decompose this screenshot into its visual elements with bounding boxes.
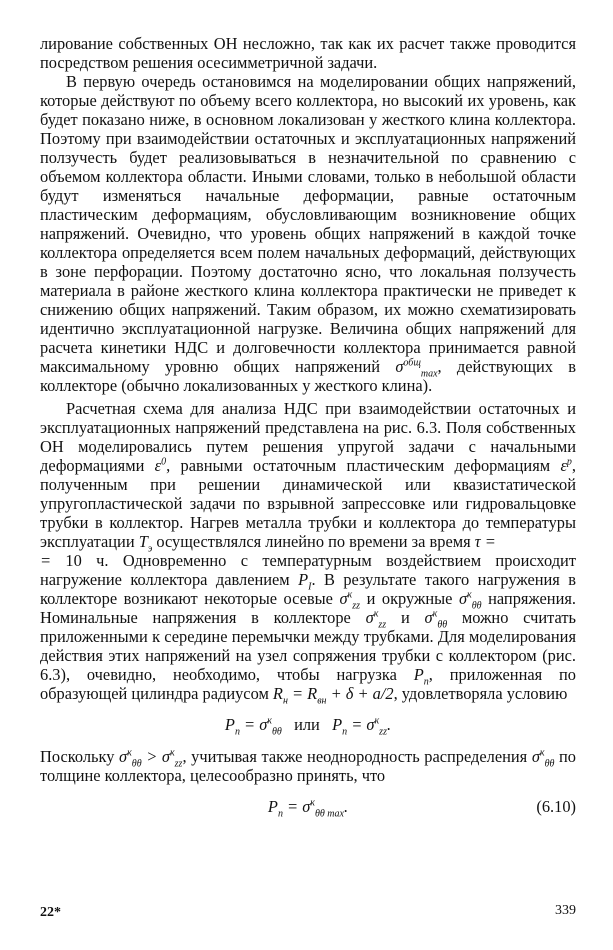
sigma-theta-nominal: $\sigma^к_{\theta\theta}$ <box>424 608 448 631</box>
sigma-theta-distribution: $\sigma^к_{\theta\theta}$ <box>531 747 555 770</box>
pressure-pi: $P_I$ <box>298 570 312 593</box>
temperature-symbol: $T_э$ <box>138 532 153 555</box>
tau-equals: τ = = <box>40 532 496 570</box>
paragraph-general-stresses: В первую очередь остановимся на моделировании общих напряжений, которые действуют по объему всего коллектора, но высокий их уровень, как будет показано ниже, в основном локализован у жесткого клина коллектора. Поэтому при взаимодействии остаточных и эксплуатационных напряжений ползучесть будет реализовываться в незначительной по сравнению с объемом коллектора области. Иными словами, только в небольшой области будут изменяться начальные деформации, равные остаточным пластическим деформациям, обусловливающим возникновение общих напряжений. Очевидно, что уровень общих напряжений в каждой точке коллектора определяется всем полем начальных деформаций, действующих в зоне перфорации. Поэтому достаточно ясно, что локальная ползучесть материала в районе жесткого клина коллектора практически не приведет к снижению общих напряжений. Таким образом, их можно схематизировать идентично эксплуатационной нагрузке. Величина общих напряжений для расчета кинетики НДС и долговечности коллектора принимается равной максимальному уровню общих напряжений $\sigma^{общ}_{max}$, действующих в коллекторе (обычно локализованных у жесткого клина). <box>40 72 576 395</box>
epsilon-p: $\varepsilon^p$ <box>560 456 572 475</box>
paragraph-continued: лирование собственных ОН несложно, так как их расчет также проводится посредством решения осесимметричной задачи. <box>40 34 576 72</box>
body-text <box>40 34 576 819</box>
epsilon-zero: $\varepsilon^0$ <box>154 456 167 475</box>
page-number: 339 <box>555 903 576 918</box>
sigma-theta-hoop: $\sigma^к_{\theta\theta}$ <box>458 589 482 612</box>
paragraph-conclusion: Поскольку $\sigma^к_{\theta\theta} > \sigma^к_{zz}$, учитывая также неоднородность распределения $\sigma^к_{\theta\theta}$ по толщине коллектора, целесообразно принять, что <box>40 747 576 785</box>
sigma-max-general: $\sigma^{общ}_{max}$ <box>395 357 438 380</box>
sigma-zz-axial: $\sigma^к_{zz}$ <box>339 589 361 612</box>
equation-6-10: $P_п = \sigma^к_{\theta\theta max}$. (6.10) <box>267 797 576 820</box>
load-pn: $P_п$ <box>413 665 429 688</box>
paragraph-calculation-scheme: Расчетная схема для анализа НДС при взаимодействии остаточных и эксплуатационных напряжений представлена на рис. 6.3. Поля собственных ОН моделировались путем решения упругой задачи с начальными деформациями $\varepsilon^0$, равными остаточным пластическим деформациям $\varepsilon^p$, полученным при решении динамической или квазистатической упругопластической задачи по взрывной запрессовке или гидровальцовке трубки в коллектор. Нагрев металла трубки и коллектора до температуры эксплуатации $T_э$ осуществлялся линейно по времени за время τ = = 10 ч. Одновременно с температурным воздействием происходит нагружение коллектора давлением $P_I$. В результате такого нагружения в коллекторе возникают некоторые осевые $\sigma^к_{zz}$ и окружные $\sigma^к_{\theta\theta}$ напряжения. Номинальные напряжения в коллекторе $\sigma^к_{zz}$ и $\sigma^к_{\theta\theta}$ можно считать приложенными к середине перемычки между трубками. Для моделирования действия этих напряжений на узел сопряжения трубки с коллектором (рис. 6.3), очевидно, необходимо, чтобы нагрузка $P_п$, приложенная по образующей цилиндра радиусом $R_н = R_{вн} + \delta + a/2$, удовлетворяла условию <box>40 399 577 707</box>
signature-mark: 22* <box>40 905 61 920</box>
equation-number: (6.10) <box>536 797 576 816</box>
radius-formula: $R_н = R_{вн} + \delta + a/2$ <box>272 684 394 707</box>
sigma-inequality: $\sigma^к_{\theta\theta} > \sigma^к_{zz}$ <box>119 747 183 770</box>
equation-condition: $P_п = \sigma^к_{\theta\theta}$ или $P_п = \sigma^к_{zz}$. <box>224 715 392 738</box>
sigma-zz-nominal: $\sigma^к_{zz}$ <box>365 608 387 631</box>
